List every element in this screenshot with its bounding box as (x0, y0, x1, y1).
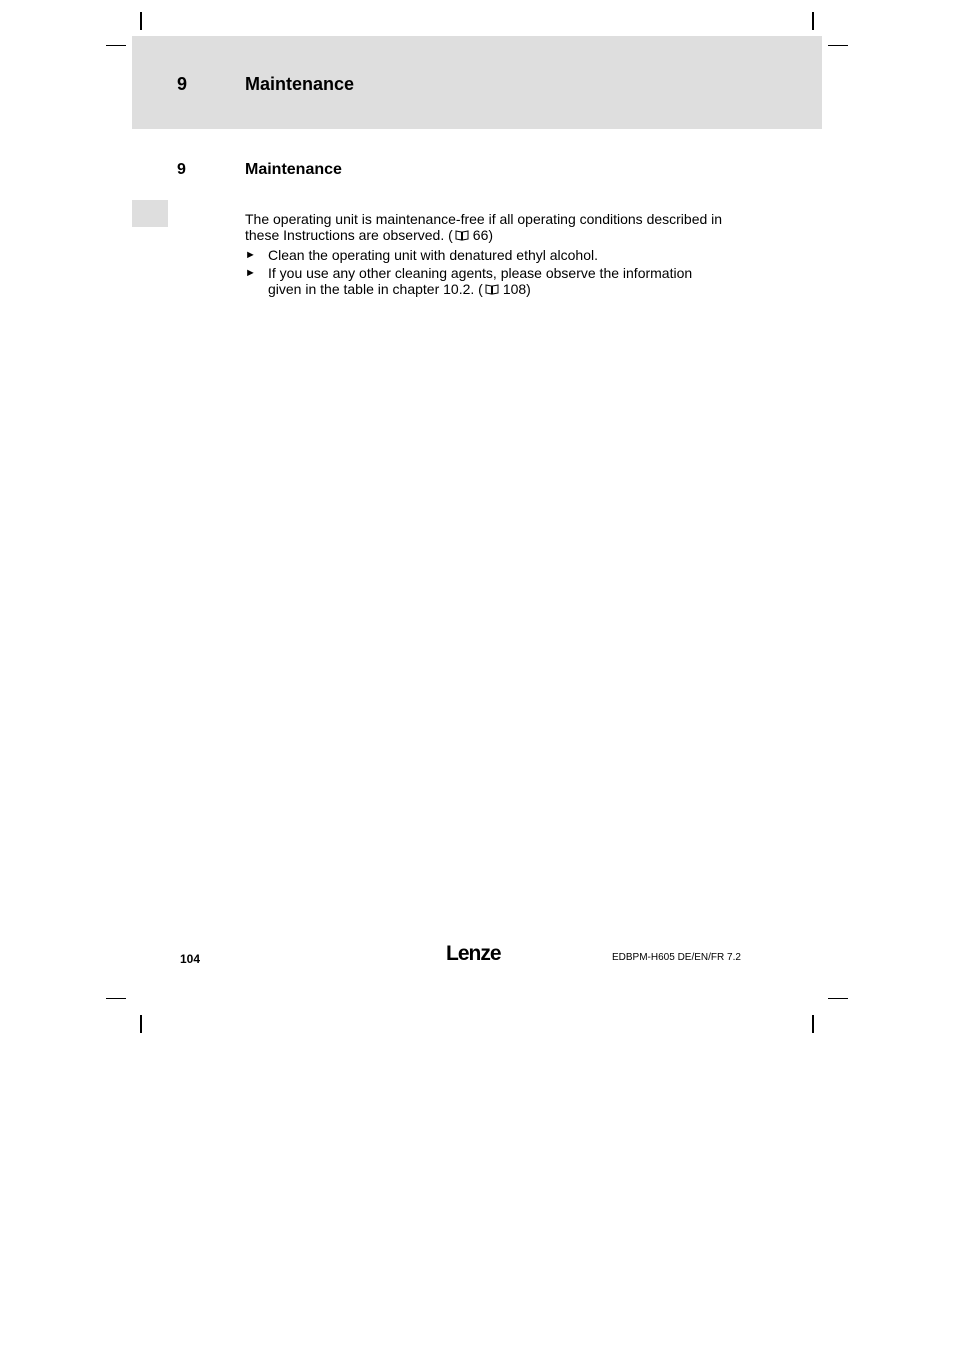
lenze-logo: Lenze (446, 942, 501, 965)
crop-mark (828, 998, 848, 999)
intro-line: The operating unit is maintenance-free if all operating conditions described in (245, 211, 723, 227)
bullet-arrow-icon: ► (245, 249, 256, 261)
crop-mark (828, 45, 848, 46)
book-icon (485, 284, 499, 295)
bullet-arrow-icon: ► (245, 267, 256, 279)
book-icon (455, 230, 469, 241)
chapter-number: 9 (177, 74, 188, 94)
chapter-title: Maintenance (245, 74, 355, 94)
list-item-line (268, 281, 738, 297)
document-reference: EDBPM-H605 DE/EN/FR 7.2 (612, 952, 741, 963)
chapter-header-band (132, 36, 822, 129)
crop-mark (140, 12, 142, 30)
list-item-line: If you use any other cleaning agents, please observe the information (268, 265, 693, 281)
page-number: 104 (180, 952, 201, 966)
section-number: 9 (177, 161, 186, 178)
crop-mark (812, 1015, 814, 1033)
crop-mark (106, 998, 126, 999)
section-title: Maintenance (245, 161, 342, 178)
intro-line (245, 227, 745, 243)
intro-paragraph (245, 211, 745, 243)
list-item-text-part: given in the table in chapter 10.2. ( (268, 281, 483, 297)
page-reference: 66) (472, 227, 494, 243)
crop-mark (106, 45, 126, 46)
list-item-text: Clean the operating unit with denatured ethyl alcohol. (268, 247, 598, 263)
list-item-text (268, 265, 738, 297)
intro-text: these Instructions are observed. ( (245, 227, 453, 243)
crop-mark (812, 12, 814, 30)
page-reference: 108) (502, 281, 531, 297)
margin-marker (132, 200, 168, 227)
crop-mark (140, 1015, 142, 1033)
